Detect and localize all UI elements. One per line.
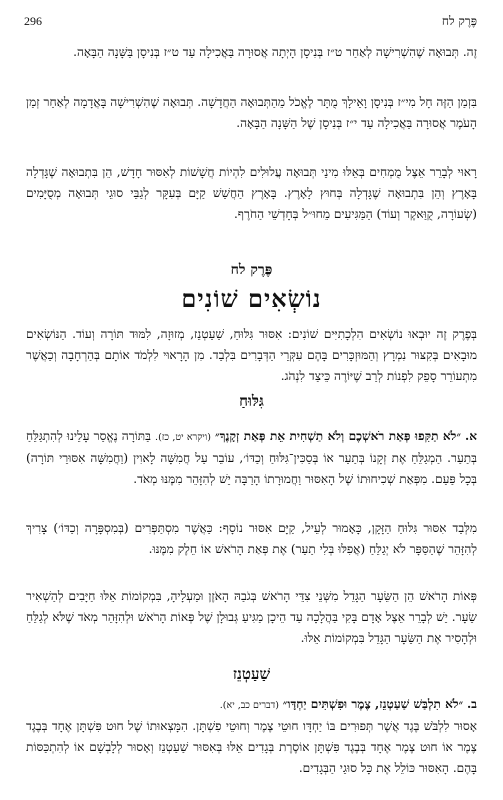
verse-letter: ב. xyxy=(466,697,477,711)
section-a-text: בַּתּוֹרָה נֶאֱסַר עָלֵינוּ לְהִתְגַּלֵּחַ בְּתַעַר. הַמְגַלֵּחַ אֶת זְקָנוֹ בְּתַעַר אוֹ בְּסַכִּין־גִּלּוּחַ וְכַדּוֹ׳, עוֹבֵר עַל חֲמִשָּׁה לָאוִין (וַחֲמִשָּׁה אִסּוּרֵי תּוֹרָה) בְּכָל פַּעַם. מִפְּאַת שְׁכִיחוּתוֹ שֶׁל הָאִסּוּר וַחֲמוּרָתוֹ הָרַבָּה יֵשׁ לְהִזָּהֵר מִמֶּנּוּ מְאֹד. xyxy=(26,429,477,487)
chapter-intro: בְּפֶרֶק זֶה יוּבְאוּ נוֹשְׂאִים הִלְכָתִיִּים שׁוֹנִים: אִסּוּר גִּלּוּחַ, שַׁעַטְנֵז, מְזוּזָה, לִמּוּד תּוֹרָה וְעוֹד. הַנּוֹשְׂאִים מוּבָאִים בְּקִצּוּר נִמְרָץ וְהַמּוּזְכָּרִים בָּהֶם עִקְּרֵי הַדְּבָרִים בִּלְבַד. מִן הָרָאוּי לִלְמֹד אוֹתָם בְּהַרְחָבָה וְכַאֲשֶׁר מִתְעוֹרֵר סָפֵק לִפְנוֹת לְרַב שֶׁיּוֹרֶה כֵּיצַד לִנְהֹג. xyxy=(26,327,477,384)
intro-paragraph-2: בִּזְמַן הַזֶּה חָל מִי״ז בְּנִיסָן וָאֵילָךְ מֻתָּר לֶאֱכֹל מֵהַתְּבוּאָה הַחֲדָשָׁה. תְּבוּאָה שֶׁהִשְׁרִישָׁה בָּאֲדָמָה לְאַחַר זְמַן הָעֹמֶר אֲסוּרָה בַּאֲכִילָה עַד י״ז בְּנִיסָן שֶׁל הַשָּׁנָה הַבָּאָה. xyxy=(26,95,477,131)
section-b-verse xyxy=(26,694,477,716)
section-a-paragraph-3: פְּאוֹת הָרֹאשׁ הֵן הַשֵּׂעָר הַגָּדֵל מִשְּׁנֵי צִדֵּי הָרֹאשׁ בְּגֹבַהּ הָאֹזֶן וּמַעְלָיהָ, בִּמְקוֹמוֹת אֵלּוּ חַיָּבִים לְהַשְׁאִיר שֵׂעָר. יֵשׁ לְבָרֵר אֵצֶל אָדָם בָּקִי בַּהֲלָכָה עַד הֵיכָן מַגִּיעַ גְּבוּלָן שֶׁל פְּאוֹת הָרֹאשׁ וּלְהִזָּהֵר מְאֹד שֶׁלֹּא לְגַלֵּחַ וּלְהָסִיר אֶת הַשֵּׂעָר הַגָּדֵל בִּמְקוֹמוֹת אֵלּוּ. xyxy=(26,589,477,646)
intro-paragraph-1: זֶה. תְּבוּאָה שֶׁהִשְׁרִישָׁה לְאַחַר ט״ז בְּנִיסָן הָיְתָה אֲסוּרָה בַּאֲכִילָה עַד ט״ז בְּנִיסָן בַּשָּׁנָה הַבָּאָה. xyxy=(73,45,477,59)
page-header xyxy=(24,14,477,34)
verse-quote: ״לֹא תַקִּפוּ פְּאַת רֹאשְׁכֶם וְלֹא תַשְׁחִית אֵת פְּאַת זְקָנֶךָ״ xyxy=(215,429,461,443)
section-heading-shaving: גִּלּוּחַ xyxy=(239,392,264,410)
section-b-paragraph-1: אָסוּר לִלְבֹּשׁ בֶּגֶד אֲשֶׁר תְּפוּרִים בּוֹ יַחְדָּו חוּטֵי צֶמֶר וְחוּטֵי פִשְׁתָּן. הִמָּצְאוּתוֹ שֶׁל חוּט פִּשְׁתָּן אֶחָד בְּבֶגֶד צֶמֶר אוֹ חוּט צֶמֶר אֶחָד בְּבֶגֶד פִּשְׁתָּן אוֹסֶרֶת בְּגָדִים אֵלּוּ בְּאִסּוּר שַׁעַטְנֵז וְאָסוּר לְלָבְשָׁם אוֹ לְהִתְכַּסּוֹת בָּהֶם. הָאִסּוּר כּוֹלֵל אֶת כָּל סוּגֵי הַבְּגָדִים. xyxy=(26,719,477,776)
intro-paragraph-3: רָאוּי לְבָרֵר אֵצֶל מֻמְחִים בְּאֵלּוּ מִינֵי תְּבוּאָה עֲלוּלִים לִהְיוֹת חֲשָׁשׁוֹת לְאִסּוּר חָדָשׁ, הֵן בִּתְבוּאָה שֶׁגָּדְלָה בָּאָרֶץ וְהֵן בִּתְבוּאָה שֶׁגָּדְלָה בְּחוּץ לָאָרֶץ. בָּאָרֶץ הַחֲשַׁשׁ קַיָּם בְּעִקָּר לְגַבֵּי סוּגֵי תְּבוּאָה מְסֻיָּמִים (שְׂעוֹרָה, קֻוַּאקֶר וְעוֹד) הַמַּגִּיעִים מֵחוּ״ל בְּחָדְשֵׁי הַחֹרֶף. xyxy=(26,165,477,222)
page-number: 296 xyxy=(24,14,42,28)
section-a-paragraph-1 xyxy=(26,426,477,491)
chapter-label: פֶּרֶק לח xyxy=(230,262,273,278)
verse-source: (ויקרא יט, כז). xyxy=(155,432,211,443)
section-a-paragraph-2: מִלְּבַד אִסּוּר גִּלּוּחַ הַזָּקָן, כָּאָמוּר לְעֵיל, קַיָּם אִסּוּר נוֹסָף: כַּאֲשֶׁר מִסְתַּפְּרִים (בְּמִסְפָּרָה וְכַדּוֹ׳) צָרִיךְ לְהִזָּהֵר שֶׁהַסַּפָּר לֹא יְגַלֵּחַ (אֲפִלּוּ בְּלִי תַעַר) אֶת פְּאַת הָרֹאשׁ אוֹ חֵלֶק מִמֶּנּוּ. xyxy=(26,521,477,557)
chapter-title: נוֹשְׂאִים שׁוֹנִים xyxy=(181,284,322,313)
section-heading-shatnez: שַׁעַטְנֵז xyxy=(232,665,271,683)
verse-quote: ״לֹא תִלְבַּשׁ שַׁעַטְנֵז, צֶמֶר וּפִשְׁתִּים יַחְדָּו״ xyxy=(282,697,464,711)
verse-letter: א. xyxy=(465,429,477,443)
verse-source: (דברים כב, יא). xyxy=(219,700,279,711)
running-head-chapter: פֶּרֶק לח xyxy=(441,14,477,28)
